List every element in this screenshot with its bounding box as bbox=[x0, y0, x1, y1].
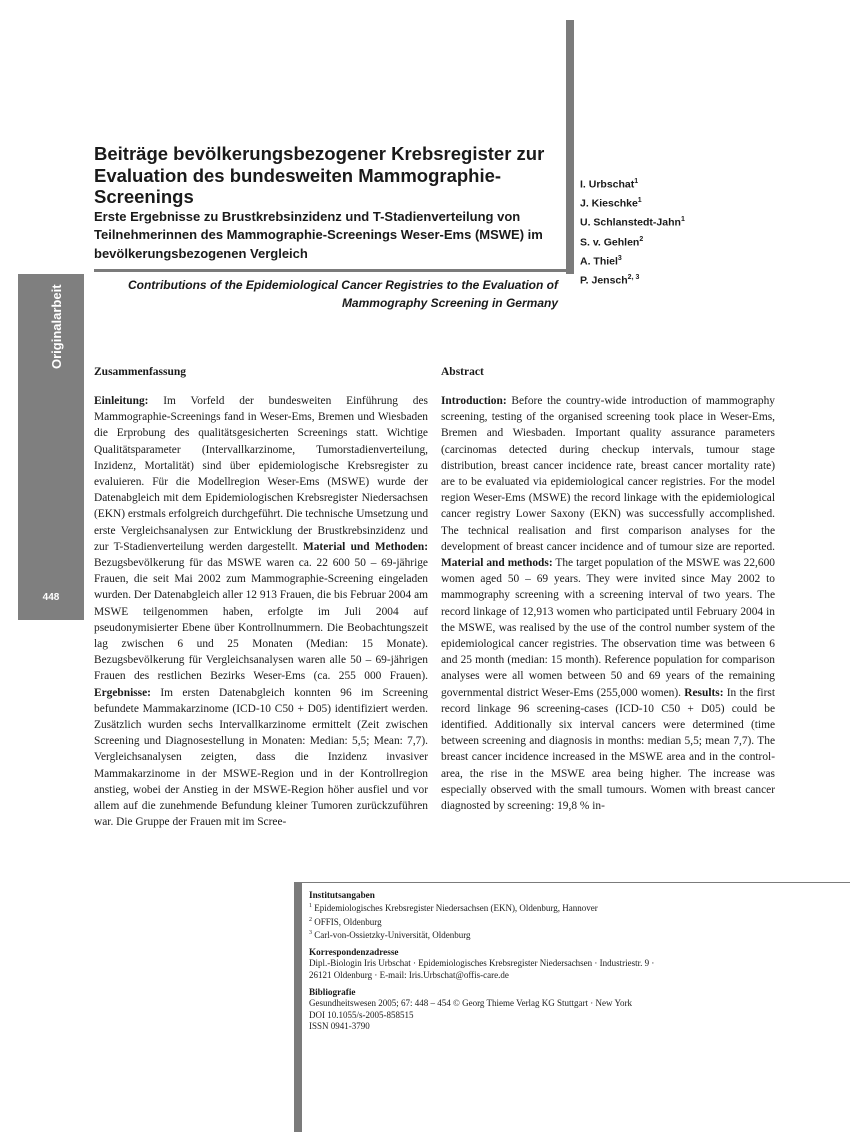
author-list bbox=[580, 174, 780, 289]
abstract-text: Introduction: Before the country-wide introduction of mammography screening, testing of the organised screening took place in Weser-Ems, Bremen and Wiesbaden. Important quality assurance parameters (carcinomas detected during checkup intervals, tumour stage distribution, breast cancer incidence rate, breast cancer mortality rate) are to be evaluated via epidemiological cancer registries. For the model region Weser-Ems (MSWE) the record linkage with the epidemiological cancer registry Lower Saxony (EKN) was successfully accomplished. The technical realisation and first comparison analyses for the development of breast cancer incidence and of tumour size are reported. Material and methods: The target population of the MSWE was 22,600 women aged 50 – 69 years. They were invited since May 2002 to mammography screening with a screening interval of two years. The record linkage of 12,913 women who participated until February 2004 in the MSWE, was realised by the use of the control number system of the epidemiological cancer registries. The observation time was between 6 and 25 month (median: 15 month). Reference population for comparison analyses were all women between 50 and 69 years of the remaining governmental district Weser-Ems (255,000 women). Results: In the first record linkage 96 screening-cases (ICD-10 C50 + D05) could be identified. Additionally six interval cancers were determined (time between screening and diagnosis in months: median 5,5; mean 7,7). The breast cancer incidence increased in the MSWE area and in the control-area, the rise in the MSWE area being higher. The increase was especially observed with the small tumours. Women with breast cancer diagnosted by screening: 19,8 % in- bbox=[441, 395, 775, 813]
institutsangaben-section bbox=[309, 890, 739, 941]
bibliografie-line: Gesundheitswesen 2005; 67: 448 – 454 © Georg Thieme Verlag KG Stuttgart · New York bbox=[309, 998, 633, 1009]
bibliografie-heading: Bibliografie bbox=[309, 987, 356, 998]
bibliografie-line: DOI 10.1055/s-2005-858515 bbox=[309, 1009, 414, 1020]
zusammenfassung-column bbox=[94, 364, 428, 830]
footer-info bbox=[309, 890, 739, 1038]
article-subtitle: Erste Ergebnisse zu Brustkrebsinzidenz und T-Stadienverteilung von Teilnehmerinnen des Mammographie-Screenings Weser-Ems (MSWE) im bevölkerungsbezogenen Vergleich bbox=[94, 208, 543, 261]
bibliografie-section bbox=[309, 987, 739, 1032]
institution-line: $^2$ OFFIS, Oldenburg bbox=[309, 916, 382, 927]
korrespondenz-section bbox=[309, 947, 739, 981]
side-tab bbox=[18, 274, 84, 620]
korrespondenz-line: Dipl.-Biologin Iris Urbschat · Epidemiologisches Krebsregister Niedersachsen · Industriestr. 9 · bbox=[309, 958, 655, 969]
author: I. Urbschat$^1$ bbox=[580, 178, 639, 191]
title-block bbox=[94, 143, 556, 263]
institution-line: $^3$ Carl-von-Ossietzky-Universität, Oldenburg bbox=[309, 929, 471, 940]
side-tab-label: Originalarbeit bbox=[49, 284, 64, 369]
author: U. Schlanstedt-Jahn$^1$ bbox=[580, 216, 685, 229]
english-title: Contributions of the Epidemiological Cancer Registries to the Evaluation of Mammography Screening in Germany bbox=[127, 278, 558, 310]
korrespondenz-line: 26121 Oldenburg · E-mail: Iris.Urbschat@offis-care.de bbox=[309, 969, 509, 980]
author: J. Kieschke$^1$ bbox=[580, 197, 642, 210]
institution-line: $^1$ Epidemiologisches Krebsregister Niedersachsen (EKN), Oldenburg, Hannover bbox=[309, 903, 598, 914]
zusammenfassung-text: Einleitung: Im Vorfeld der bundesweiten Einführung des Mammographie-Screenings fand in Weser-Ems, Bremen und Wiesbaden die Erprobung des qualitätsgesicherten Screenings statt. Wichtige Qualitätsparameter (Intervallkarzinome, Tumorstadienverteilung, Inzidenz, Mortalität) sind über epidemiologische Krebsregister zu evaluieren. Für die Modellregion Weser-Ems (MSWE) wurde der Datenabgleich mit dem Epidemiologischen Krebsregister Niedersachsen (EKN) erstmals erfolgreich durchgeführt. Die technische Umsetzung und erste Vergleichsanalysen zur Entwicklung der Brustkrebsinzidenz und zur T-Stadienverteilung werden dargestellt. Material und Methoden: Bezugsbevölkerung für das MSWE waren ca. 22 600 50 – 69-jährige Frauen, die seit Mai 2002 zum Mammographie-Screening eingeladen wurden. Der Datenabgleich aller 12 913 Frauen, die bis Februar 2004 am MSWE teilgenommen haben, erfolgte im Juli 2004 auf pseudonymisierter Ebene über Kontrollnummern. Die Beobachtungszeit lag zwischen 6 und 25 Monaten (Median: 15 Monate). Bezugsbevölkerung für Vergleichsanalysen waren alle 50 – 69-jährigen Frauen des restlichen Bezirks Weser-Ems (ca. 255 000 Frauen). Ergebnisse: Im ersten Datenabgleich konnten 96 im Screening befundete Mammakarzinome (ICD-10 C50 + D05) identifiziert werden. Zusätzlich wurden sechs Intervallkarzinome ermittelt (Zeit zwischen Screening und Diagnosestellung in Monaten: Median: 5,5; Mean: 7,7). Vergleichsanalysen zeigten, dass die Inzidenz invasiver Mammakarzinome in der MSWE-Region und in der Kontrollregion anstieg, wobei der Anstieg in der MSWE-Region höher ausfiel und vor allem auf die zunehmende Befundung kleiner Tumoren zurückzuführen war. Die Gruppe der Frauen mit im Scree- bbox=[94, 395, 429, 829]
page-number: 448 bbox=[42, 592, 60, 603]
author: S. v. Gehlen$^2$ bbox=[580, 235, 644, 249]
article-title: Beiträge bevölkerungsbezogener Krebsregister zur Evaluation des bundesweiten Mammographie-Screenings bbox=[94, 143, 545, 207]
footer-vertical-bar bbox=[294, 882, 302, 1132]
footer-rule bbox=[294, 882, 850, 883]
bibliografie-line: ISSN 0941-3790 bbox=[309, 1020, 370, 1031]
author: A. Thiel$^3$ bbox=[580, 254, 622, 268]
top-vertical-bar bbox=[566, 20, 574, 274]
abstract-heading: Abstract bbox=[441, 366, 484, 378]
author: P. Jensch$^{2, 3}$ bbox=[580, 274, 640, 287]
korrespondenz-heading: Korrespondenzadresse bbox=[309, 947, 399, 958]
title-rule bbox=[94, 269, 574, 272]
abstract-column bbox=[441, 364, 775, 814]
institutsangaben-heading: Institutsangaben bbox=[309, 890, 375, 900]
zusammenfassung-heading: Zusammenfassung bbox=[94, 366, 187, 378]
